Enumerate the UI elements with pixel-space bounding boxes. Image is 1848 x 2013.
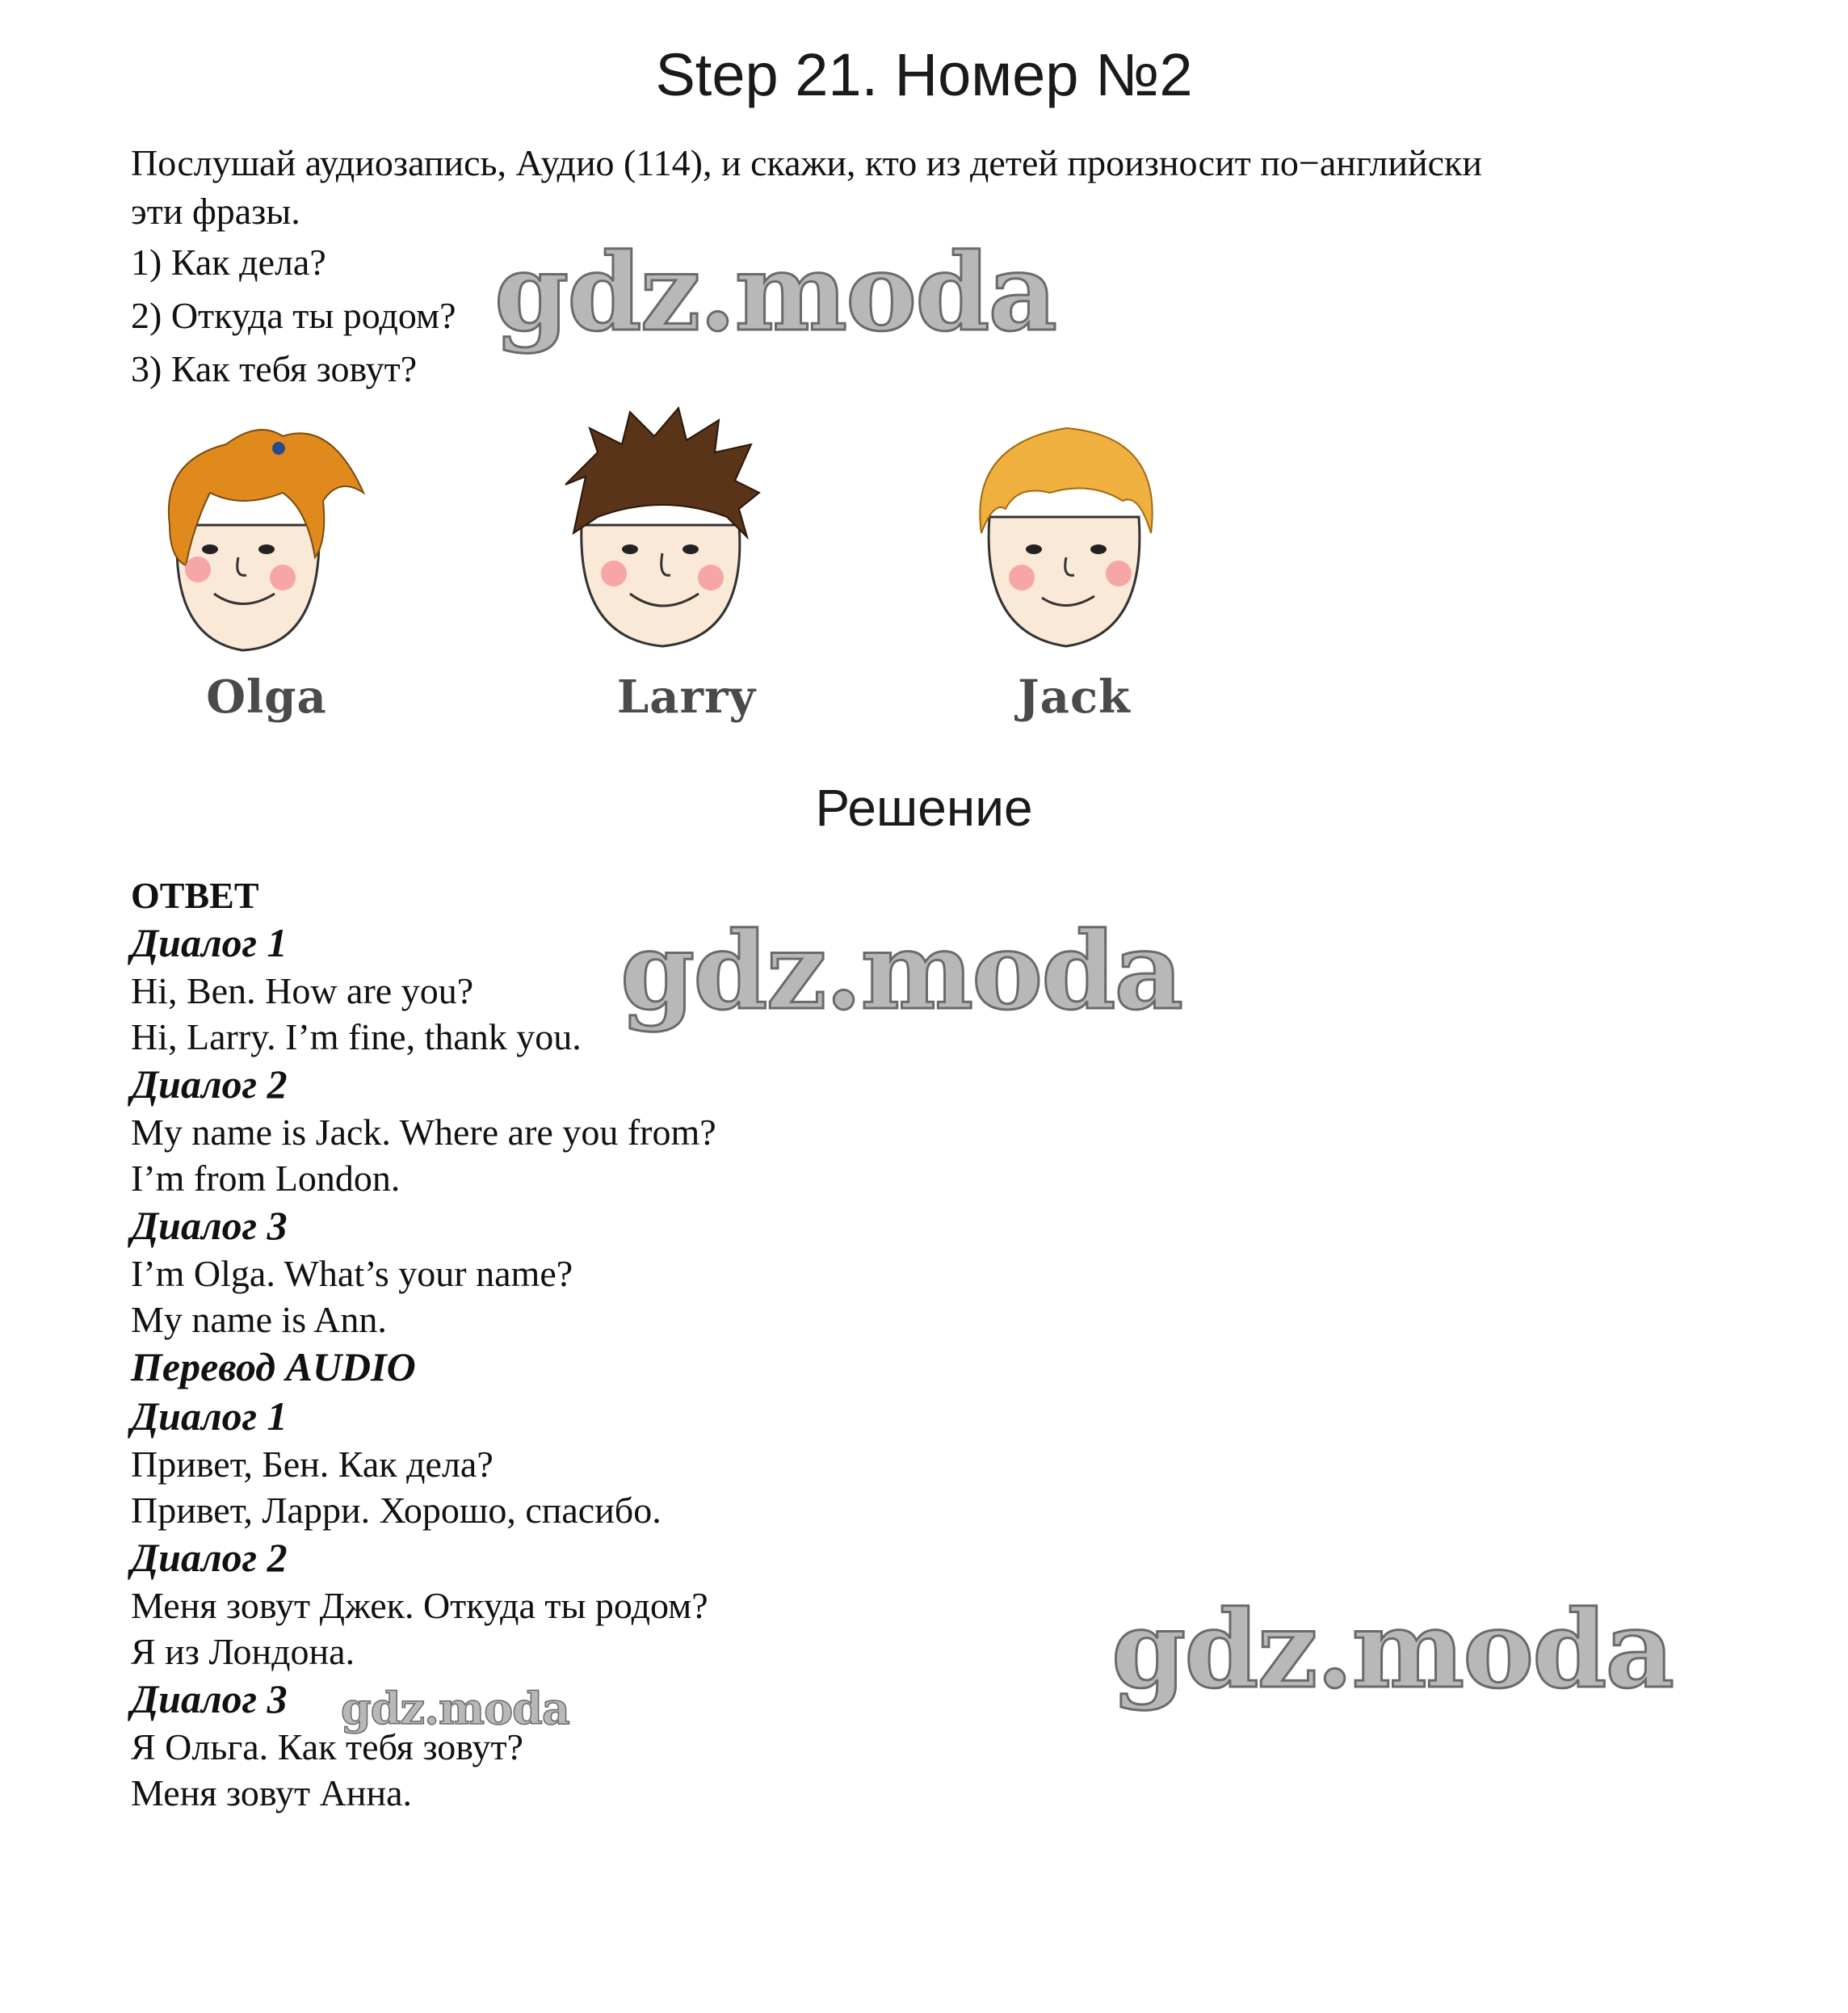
- question-item: 3) Как тебя зовут?: [131, 348, 418, 389]
- question-item: 2) Откуда ты родом?: [131, 295, 456, 336]
- child-name-olga: Olga: [206, 670, 327, 724]
- answer-heading: ОТВЕТ: [131, 875, 259, 916]
- dialog-line: My name is Ann.: [131, 1299, 387, 1340]
- solution-heading: Решение: [815, 779, 1033, 837]
- dialog-label: Диалог 2: [131, 1061, 288, 1107]
- olga-face-illustration: [121, 404, 396, 662]
- dialog-line: Я из Лондона.: [131, 1631, 355, 1672]
- watermark: gdz.moda: [494, 230, 1056, 355]
- dialog-label: Диалог 1: [131, 1393, 288, 1439]
- child-larry: [541, 404, 832, 759]
- watermark: gdz.moda: [1111, 1587, 1674, 1713]
- dialog-line: Hi, Ben. How are you?: [131, 970, 474, 1011]
- dialog-line: Меня зовут Анна.: [131, 1772, 413, 1813]
- dialog-line: Привет, Ларри. Хорошо, спасибо.: [131, 1490, 662, 1531]
- child-olga: [121, 404, 412, 759]
- dialog-label: Диалог 3: [131, 1203, 288, 1248]
- dialog-line: Я Ольга. Как тебя зовут?: [131, 1726, 523, 1767]
- dialog-line: I’m from London.: [131, 1158, 401, 1199]
- jack-face-illustration: [929, 404, 1203, 662]
- child-name-jack: Jack: [1018, 670, 1131, 724]
- dialog-label: Диалог 2: [131, 1535, 288, 1580]
- watermark: gdz.moda: [341, 1683, 569, 1734]
- question-item: 1) Как дела?: [131, 242, 326, 283]
- dialog-label: Диалог 3: [131, 1676, 288, 1721]
- dialog-line: Меня зовут Джек. Откуда ты родом?: [131, 1585, 708, 1626]
- dialog-label: Диалог 1: [131, 920, 288, 965]
- page-title: Step 21. Номер №2: [655, 41, 1193, 108]
- child-jack: [929, 404, 1220, 759]
- watermark: gdz.moda: [620, 909, 1182, 1034]
- children-illustration: [121, 404, 1252, 759]
- instruction-line: эти фразы.: [131, 191, 300, 232]
- dialog-line: Hi, Larry. I’m fine, thank you.: [131, 1016, 582, 1057]
- dialog-line: My name is Jack. Where are you from?: [131, 1112, 716, 1153]
- child-name-larry: Larry: [616, 670, 757, 724]
- larry-face-illustration: [541, 404, 816, 662]
- translation-heading: Перевод AUDIO: [131, 1344, 416, 1389]
- dialog-line: I’m Olga. What’s your name?: [131, 1253, 573, 1294]
- dialog-line: Привет, Бен. Как дела?: [131, 1444, 494, 1485]
- instruction-line: Послушай аудиозапись, Аудио (114), и скажи, кто из детей произносит по−английски: [131, 142, 1482, 183]
